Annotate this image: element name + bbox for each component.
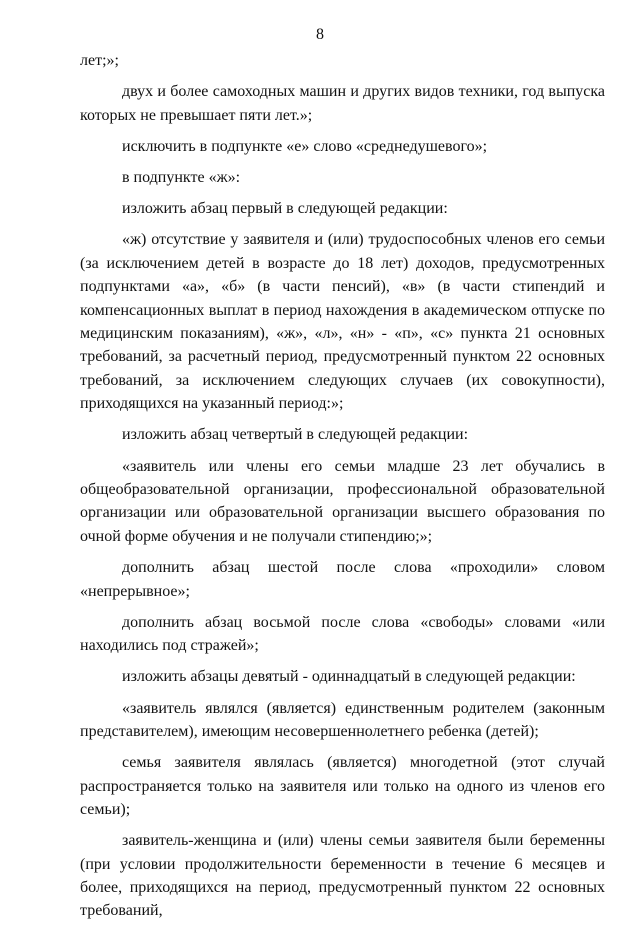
paragraph-4: в подпункте «ж»:: [122, 169, 241, 187]
paragraph-6: «ж) отсутствие у заявителя и (или) трудоспособных членов его семьи (за исключением детей в возрасте до 18 лет) доходов, предусмотренных подпунктами «а», «б» (в части пенсий), «в» (в части стипендий и компенсационных выплат в период нахождения в академическом отпуске по медицинским показаниям), «ж», «л», «н» - «п», «с» пункта 21 основных требований, за расчетный период, предусмотренный пунктом 22 основных требований, за исключением следующих случаев (их совокупности), приходящихся на указанный период:»;: [80, 231, 605, 413]
paragraph-11: изложить абзацы девятый - одиннадцатый в следующей редакции:: [122, 668, 576, 686]
paragraph-8: «заявитель или члены его семьи младше 23 лет обучались в общеобразовательной организации, профессиональной образовательной организации или образовательной организации высшего образования по очной форме обучения и не получали стипендию;»;: [80, 457, 605, 545]
paragraph-7: изложить абзац четвертый в следующей редакции:: [122, 426, 469, 444]
paragraph-9: дополнить абзац шестой после слова «проходили» словом «непрерывное»;: [80, 559, 605, 600]
paragraph-14: заявитель-женщина и (или) члены семьи заявителя были беременны (при условии продолжительности беременности в течение 6 месяцев и более, приходящихся на период, предусмотренный пунктом 22 основных требований,: [80, 832, 605, 920]
paragraph-5: изложить абзац первый в следующей редакции:: [122, 200, 448, 218]
paragraph-3: исключить в подпункте «е» слово «среднедушевого»;: [122, 137, 488, 155]
paragraph-10: дополнить абзац восьмой после слова «свободы» словами «или находились под стражей»;: [80, 613, 605, 655]
paragraph-2: двух и более самоходных машин и других видов техники, год выпуска которых не превышает пяти лет.»;: [80, 83, 605, 124]
document-body: [80, 49, 605, 931]
paragraph-13: семья заявителя являлась (является) многодетной (этот случай распространяется только на заявителя или только на одного из членов его семьи);: [80, 754, 605, 818]
paragraph-1: лет;»;: [80, 52, 119, 69]
paragraph-12: «заявитель являлся (является) единственным родителем (законным представителем), имеющим несовершеннолетнего ребенка (детей);: [80, 699, 605, 740]
page-number: 8: [316, 26, 324, 43]
